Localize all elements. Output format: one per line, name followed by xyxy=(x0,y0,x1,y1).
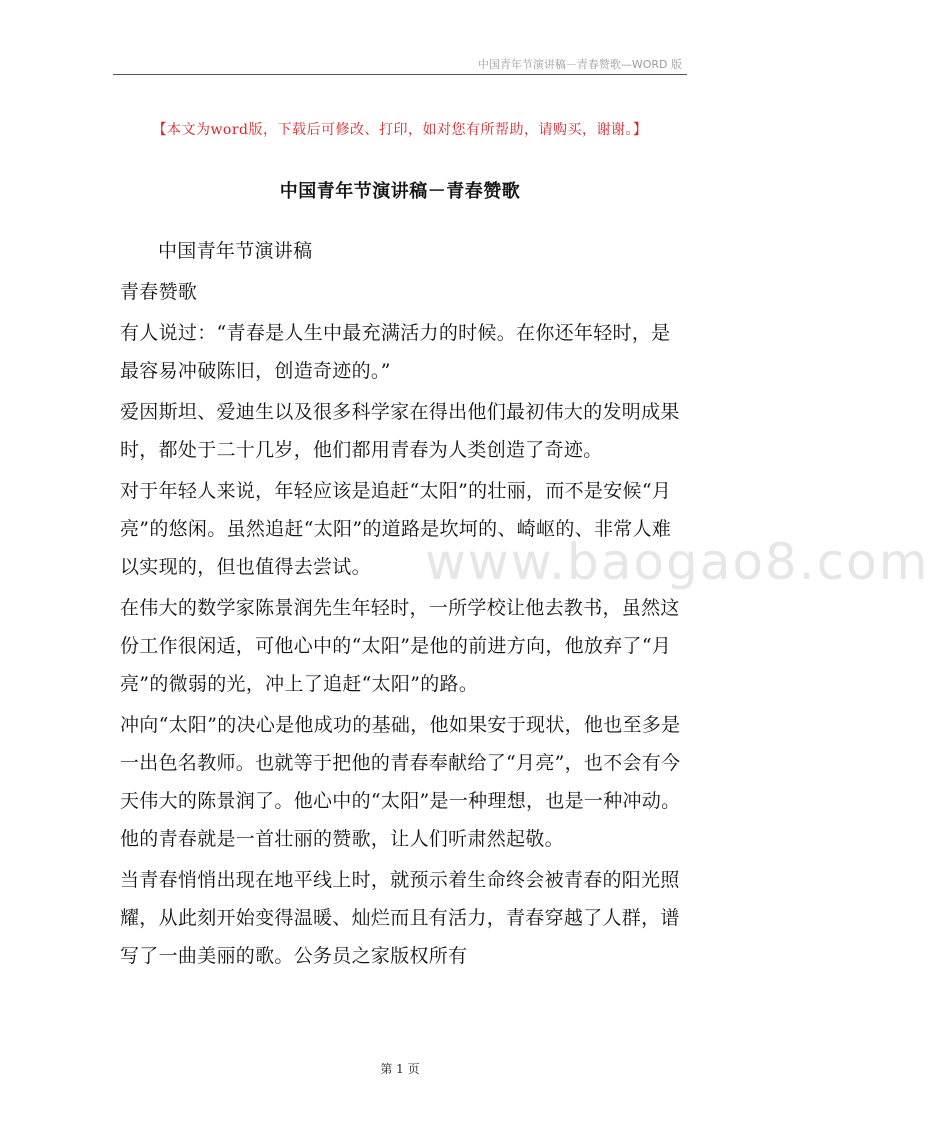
page-number: 第 1 页 xyxy=(380,1062,420,1076)
header-divider xyxy=(113,74,687,75)
watermark: www.baogao8.com xyxy=(425,533,929,591)
download-notice: 【本文为word版，下载后可修改、打印，如对您有所帮助，请购买，谢谢。】 xyxy=(152,122,648,138)
paragraph: 青春赞歌 xyxy=(120,281,198,303)
document-title: 中国青年节演讲稿－青春赞歌 xyxy=(279,181,521,202)
document-body xyxy=(120,232,682,978)
paragraph: 有人说过：“青春是人生中最充满活力的时候。在你还年轻时，是最容易冲破陈旧，创造奇迹的。” xyxy=(120,322,671,382)
running-header: 中国青年节演讲稿－青春赞歌—WORD 版 xyxy=(477,58,682,71)
paragraph: 对于年轻人来说，年轻应该是追赶“太阳”的壮丽，而不是安候“月亮”的悠闲。虽然追赶“太阳”的道路是坎坷的、崎岖的、非常人难以实现的，但也值得去尝试。 xyxy=(120,480,672,578)
paragraph: 在伟大的数学家陈景润先生年轻时，一所学校让他去教书，虽然这份工作很闲适，可他心中的“太阳”是他的前进方向，他放弃了“月亮”的微弱的光，冲上了追赶“太阳”的路。 xyxy=(120,597,680,695)
paragraph: 爱因斯坦、爱迪生以及很多科学家在得出他们最初伟大的发明成果时，都处于二十几岁，他们都用青春为人类创造了奇迹。 xyxy=(120,401,680,461)
paragraph: 当青春悄悄出现在地平线上时，就预示着生命终会被青春的阳光照耀，从此刻开始变得温暖、灿烂而且有活力，青春穿越了人群，谱写了一曲美丽的歌。公务员之家版权所有 xyxy=(120,869,680,967)
paragraph-subtitle: 中国青年节演讲稿 xyxy=(158,240,313,262)
paragraph: 冲向“太阳”的决心是他成功的基础，他如果安于现状，他也至多是一出色名教师。也就等于把他的青春奉献给了“月亮”，也不会有今天伟大的陈景润了。他心中的“太阳”是一种理想，也是一种冲动。他的青春就是一首壮丽的赞歌，让人们听肃然起敬。 xyxy=(120,714,681,850)
